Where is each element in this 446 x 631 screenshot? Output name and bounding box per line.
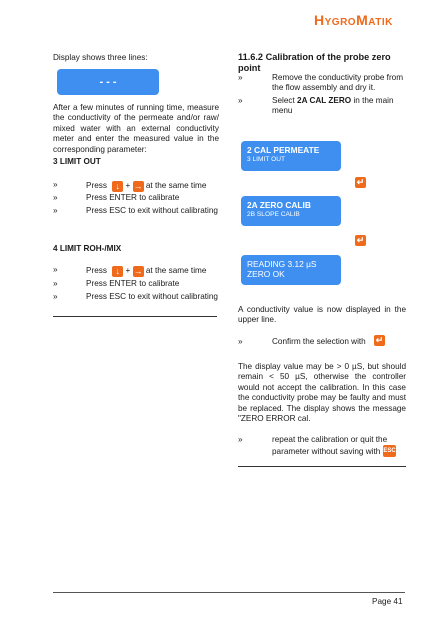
- logo-letter-m: M: [356, 12, 369, 28]
- bullet-marker: »: [238, 435, 243, 444]
- enter-key-icon: ↵: [356, 177, 365, 187]
- display-three-lines: [57, 69, 159, 95]
- step-text: Remove the conductivity probe from the flow assembly and dry it.: [272, 73, 404, 93]
- repeat-line2: parameter without saving with: [272, 447, 381, 456]
- bullet-marker: »: [53, 206, 58, 215]
- display-line1: 2A ZERO CALIB: [247, 200, 311, 210]
- plus-sign: +: [125, 266, 131, 275]
- right-key-icon: →: [133, 181, 143, 191]
- display-line1: 2 CAL PERMEATE: [247, 145, 320, 155]
- down-key-icon: ↓: [112, 181, 123, 192]
- step-bold-term: 2A CAL ZERO: [297, 96, 352, 105]
- bullet-marker: »: [238, 337, 243, 346]
- step-remove-probe: [272, 73, 406, 94]
- display-line2: ZERO OK: [247, 269, 285, 279]
- logo-text-atik: ATIK: [368, 17, 393, 28]
- section-heading: 11.6.2 Calibration of the probe zero point: [238, 52, 391, 73]
- bullet-marker: »: [238, 96, 243, 105]
- bullet-marker: »: [53, 193, 58, 202]
- press-label: Press: [86, 266, 107, 275]
- display-line1: READING 3.12 µS: [247, 259, 317, 269]
- plus-sign: +: [125, 181, 131, 190]
- right-key-icon: →: [133, 266, 143, 276]
- esc-exit-text: Press ESC to exit without calibrating: [86, 206, 218, 215]
- down-key-icon: ↓: [112, 266, 123, 277]
- hygromatik-logo: [314, 12, 393, 30]
- logo-text-ygro: YGRO: [324, 17, 357, 28]
- display-reading: [241, 255, 341, 285]
- enter-key-icon: ↵: [356, 235, 365, 245]
- intro-text: Display shows three lines:: [53, 53, 148, 62]
- press-label: Press: [86, 181, 107, 190]
- enter-calibrate-text: Press ENTER to calibrate: [86, 193, 180, 202]
- enter-key-icon: ↵: [375, 335, 384, 345]
- press-combo-line: [86, 265, 206, 276]
- left-column-divider: [53, 316, 217, 317]
- section-limit-roh-title: 4 LIMIT ROH-/MIX: [53, 244, 122, 253]
- page-number: Page 41: [372, 597, 403, 606]
- bullet-marker: »: [53, 279, 58, 288]
- press-combo-line: [86, 180, 206, 191]
- intro-paragraph: After a few minutes of running time, measure the conductivity of the permeate and/or raw/ mixed water with an external conductivity meter and enter the measured value in the corresponding parameter:: [53, 103, 219, 154]
- display-line2: 2B SLOPE CALIB: [247, 211, 300, 218]
- at-same-time-label: at the same time: [145, 181, 207, 190]
- display-cal-menu: [241, 196, 341, 226]
- display-dashes: - - -: [99, 76, 117, 88]
- esc-exit-text: Press ESC to exit without calibrating: [86, 292, 218, 301]
- footer-rule: [53, 592, 405, 593]
- bullet-marker: »: [238, 73, 243, 82]
- at-same-time-label: at the same time: [145, 266, 207, 275]
- enter-calibrate-text: Press ENTER to calibrate: [86, 279, 180, 288]
- confirm-selection-text: Confirm the selection with: [272, 337, 366, 346]
- step-text: in the main menu: [272, 96, 394, 116]
- step-select-cal-zero: [272, 96, 406, 117]
- display-value-paragraph: The display value may be > 0 µS, but should remain < 50 µS, otherwise the controller would not accept the calibration. In this case the conductivity probe may be faulty and must be replaced. The display shows the message "ZERO ERROR cal.: [238, 362, 406, 424]
- bullet-marker: »: [53, 292, 58, 301]
- display-main-menu: [241, 141, 341, 171]
- bullet-marker: »: [53, 180, 58, 189]
- step-prefix: Select: [272, 96, 298, 105]
- repeat-line1: repeat the calibration or quit the: [272, 435, 388, 444]
- section-limit-out-title: 3 LIMIT OUT: [53, 157, 101, 166]
- display-line2: 3 LIMIT OUT: [247, 156, 285, 163]
- right-column-divider: [238, 466, 406, 467]
- conductivity-paragraph: A conductivity value is now displayed in the upper line.: [238, 305, 406, 325]
- bullet-marker: »: [53, 265, 58, 274]
- logo-letter-h: H: [314, 12, 325, 28]
- esc-key-icon: ESC: [383, 445, 396, 457]
